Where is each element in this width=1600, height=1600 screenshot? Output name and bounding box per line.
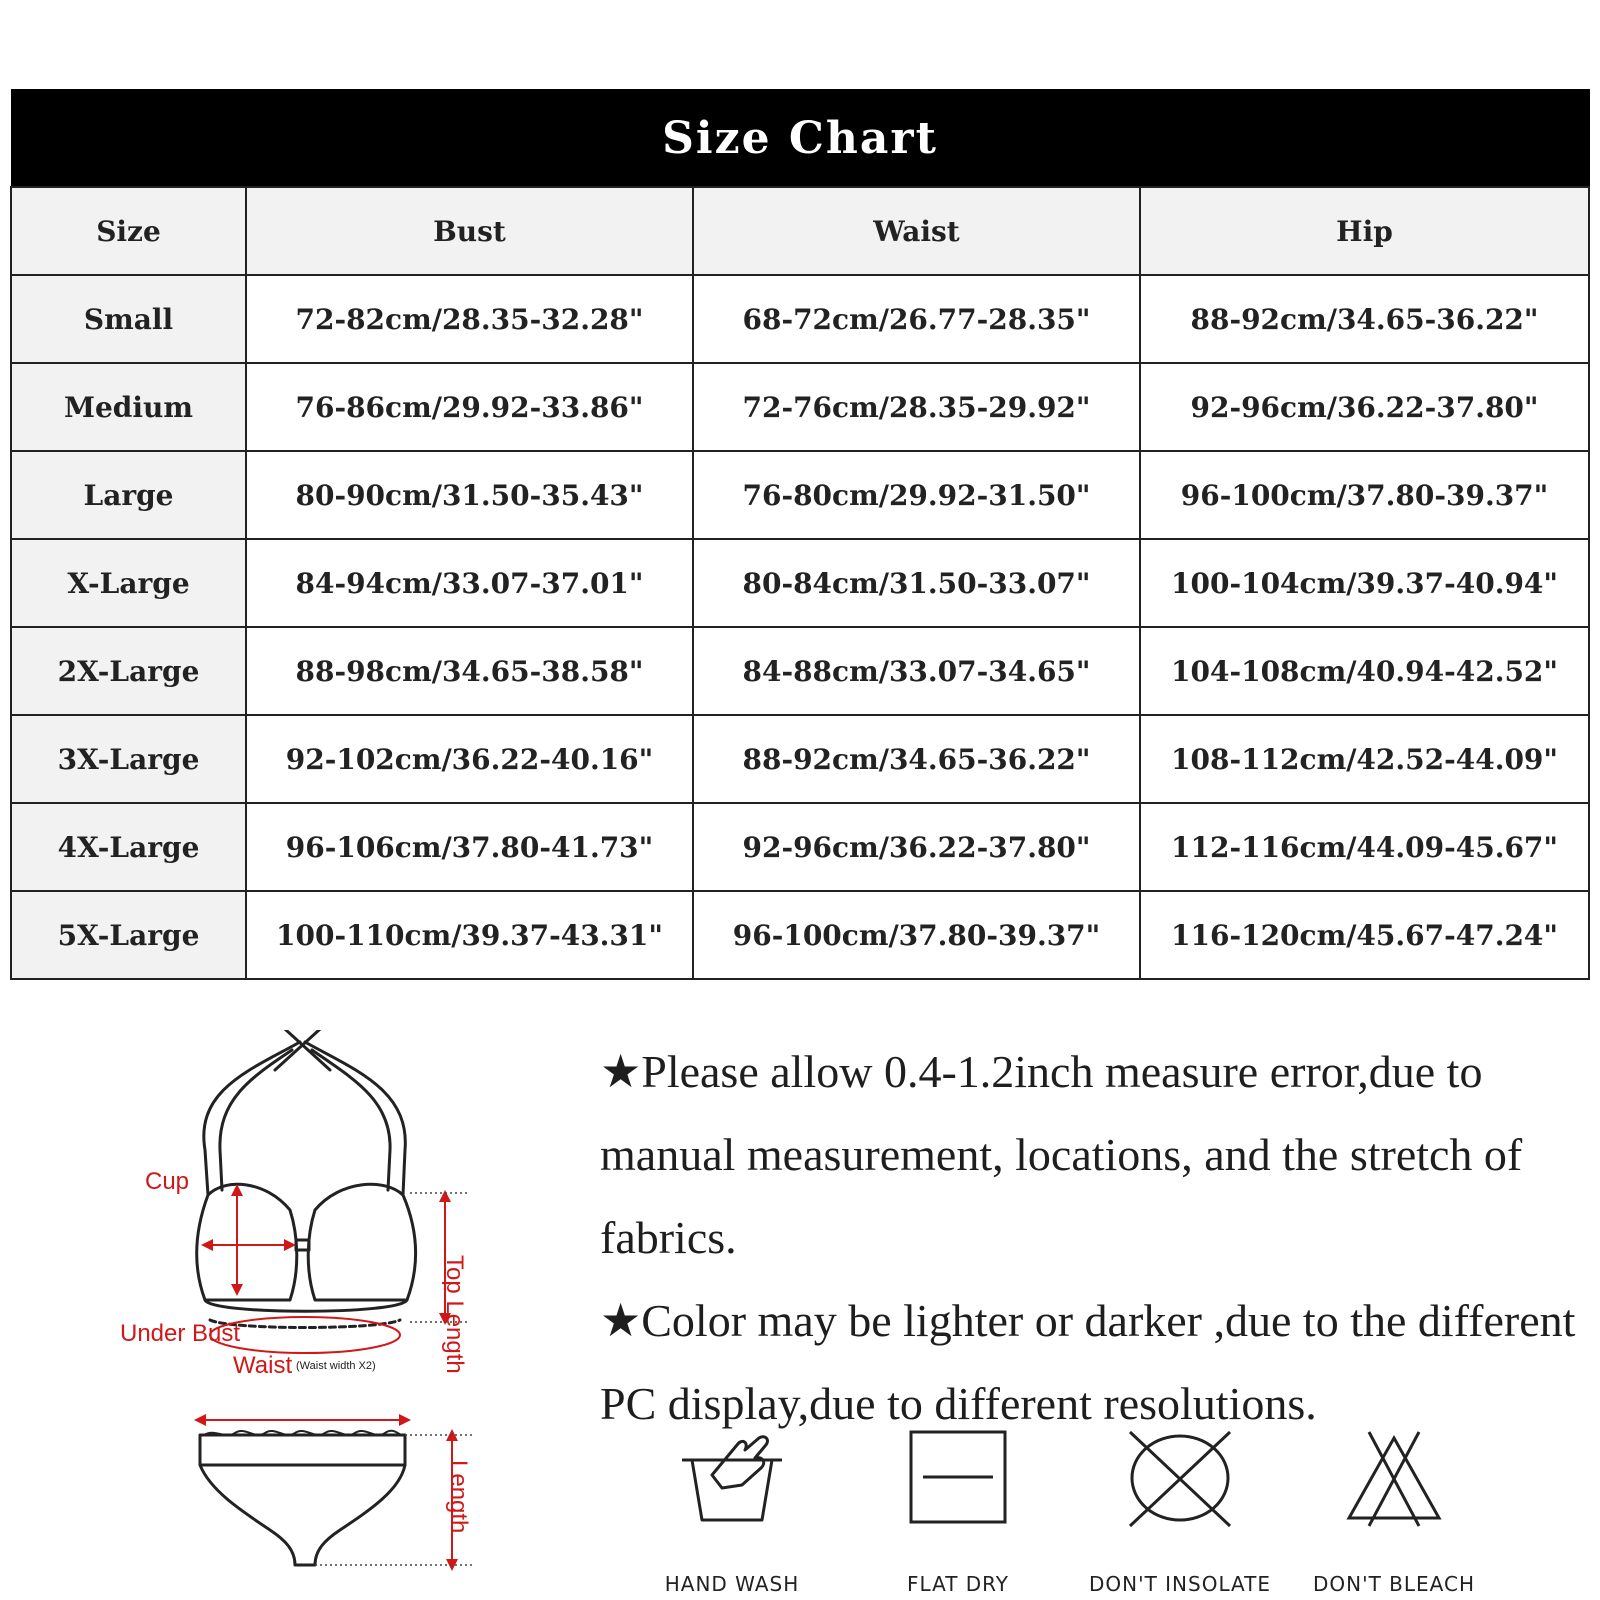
size-cell: Large: [11, 451, 246, 539]
size-cell: Medium: [11, 363, 246, 451]
bust-cell: 80-90cm/31.50-35.43": [246, 451, 693, 539]
care-dont-insolate: [1080, 1430, 1280, 1596]
bust-cell: 72-82cm/28.35-32.28": [246, 275, 693, 363]
size-cell: 2X-Large: [11, 627, 246, 715]
hand-wash-label: HAND WASH: [664, 1572, 800, 1596]
notes-section: [600, 1030, 1580, 1445]
bust-cell: 76-86cm/29.92-33.86": [246, 363, 693, 451]
care-hand-wash: [632, 1430, 832, 1596]
top-length-label: Top Length: [441, 1255, 468, 1374]
flat-dry-label: FLAT DRY: [906, 1572, 1010, 1596]
hip-cell: 108-112cm/42.52-44.09": [1140, 715, 1589, 803]
waist-cell: 88-92cm/34.65-36.22": [693, 715, 1140, 803]
table-row: [11, 363, 1589, 451]
under-bust-label: Under Bust: [120, 1320, 241, 1347]
size-cell: 5X-Large: [11, 891, 246, 979]
header-waist: Waist: [693, 187, 1140, 275]
care-dont-bleach: [1294, 1430, 1494, 1596]
waist-label: Waist: [233, 1352, 293, 1379]
waist-cell: 92-96cm/36.22-37.80": [693, 803, 1140, 891]
table-row: [11, 275, 1589, 363]
hip-cell: 104-108cm/40.94-42.52": [1140, 627, 1589, 715]
bust-cell: 84-94cm/33.07-37.01": [246, 539, 693, 627]
dont-insolate-icon: [1120, 1430, 1240, 1530]
table-row: [11, 451, 1589, 539]
hip-cell: 100-104cm/39.37-40.94": [1140, 539, 1589, 627]
size-cell: Small: [11, 275, 246, 363]
cup-label: Cup: [145, 1168, 190, 1195]
bust-cell: 92-102cm/36.22-40.16": [246, 715, 693, 803]
waist-cell: 80-84cm/31.50-33.07": [693, 539, 1140, 627]
dont-bleach-icon: [1339, 1430, 1449, 1530]
table-row: [11, 539, 1589, 627]
hand-wash-icon: [667, 1430, 797, 1530]
waist-cell: 72-76cm/28.35-29.92": [693, 363, 1140, 451]
hip-cell: 96-100cm/37.80-39.37": [1140, 451, 1589, 539]
length-label: Length: [445, 1460, 472, 1534]
note-color-variance: ★Color may be lighter or darker ,due to the different PC display,due to different resolutions.: [600, 1295, 1576, 1429]
flat-dry-icon: [903, 1430, 1013, 1530]
size-cell: 3X-Large: [11, 715, 246, 803]
bust-cell: 100-110cm/39.37-43.31": [246, 891, 693, 979]
header-size: Size: [11, 187, 246, 275]
care-flat-dry: [858, 1430, 1058, 1596]
header-bust: Bust: [246, 187, 693, 275]
dont-bleach-label: DON'T BLEACH: [1312, 1572, 1475, 1596]
dont-insolate-label: DON'T INSOLATE: [1088, 1572, 1272, 1596]
note-measure-error: ★Please allow 0.4-1.2inch measure error,due to manual measurement, locations, and the stretch of fabrics.: [600, 1046, 1523, 1263]
waist-cell: 68-72cm/26.77-28.35": [693, 275, 1140, 363]
table-row: [11, 803, 1589, 891]
header-row: [11, 187, 1589, 275]
waist-cell: 76-80cm/29.92-31.50": [693, 451, 1140, 539]
hip-cell: 112-116cm/44.09-45.67": [1140, 803, 1589, 891]
table-row: [11, 627, 1589, 715]
waist-note-label: (Waist width X2): [296, 1360, 376, 1372]
waist-cell: 84-88cm/33.07-34.65": [693, 627, 1140, 715]
hip-cell: 92-96cm/36.22-37.80": [1140, 363, 1589, 451]
waist-cell: 96-100cm/37.80-39.37": [693, 891, 1140, 979]
hip-cell: 116-120cm/45.67-47.24": [1140, 891, 1589, 979]
table-row: [11, 891, 1589, 979]
header-hip: Hip: [1140, 187, 1589, 275]
table-row: [11, 715, 1589, 803]
bust-cell: 88-98cm/34.65-38.58": [246, 627, 693, 715]
bikini-measurement-diagram: [100, 1030, 520, 1590]
size-cell: X-Large: [11, 539, 246, 627]
size-cell: 4X-Large: [11, 803, 246, 891]
size-chart-table: [10, 89, 1590, 980]
bust-cell: 96-106cm/37.80-41.73": [246, 803, 693, 891]
size-chart-title: Size Chart: [11, 90, 1589, 188]
hip-cell: 88-92cm/34.65-36.22": [1140, 275, 1589, 363]
